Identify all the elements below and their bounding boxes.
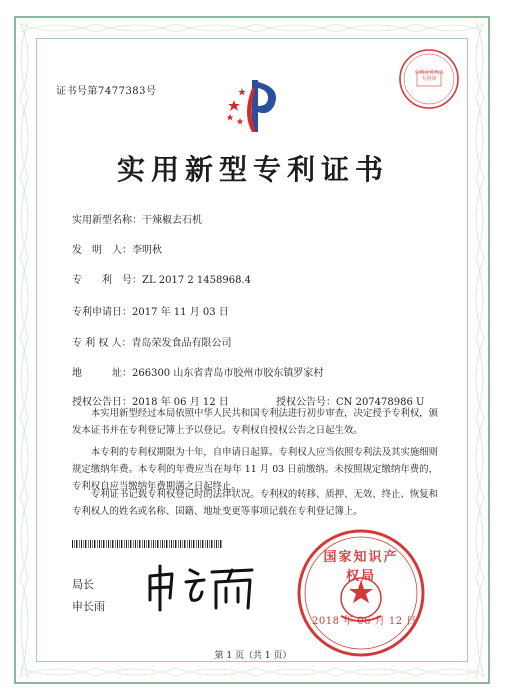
field-row-application-date	[72, 303, 229, 318]
agency-seal-text: 专利业务代办专用章	[414, 70, 445, 82]
paragraph-grant-decision: 本实用新型经过本局依照中华人民共和国专利法进行初步审查，决定授予专利权，颁发本证书并在专利登记簿上予以登记。专利权自授权公告之日起生效。	[72, 408, 438, 436]
field-label: 专利申请日：	[72, 307, 132, 318]
director-label: 局长	[72, 578, 94, 591]
field-value: 青岛荣发食品有限公司	[131, 338, 232, 349]
field-value: 干辣椒去石机	[142, 215, 202, 226]
field-row-utility-model-name	[72, 211, 202, 226]
field-value: 李明秋	[132, 245, 162, 256]
announcement-number: CN 207478986 U	[336, 397, 425, 408]
field-label: 专 利 权 人：	[72, 338, 132, 349]
field-value: 2017 年 11 月 03 日	[132, 307, 229, 318]
field-row-inventor	[72, 241, 162, 256]
barcode-icon	[72, 540, 222, 548]
field-label: 地 址：	[72, 368, 132, 379]
field-row-address	[72, 364, 323, 379]
announcement-label: 授权公告号：	[276, 397, 336, 408]
page-number: 第 1 页（共 1 页）	[214, 651, 292, 661]
paragraph-term-and-fees: 本专利的专利权期限为十年，自申请日起算。专利权人应当依照专利法及其实施细则规定缴纳年费。本专利的年费应当在每年 11 月 03 日前缴纳。未按照规定缴纳年费的，专利权自应当缴纳年费期满之日起终止。	[72, 447, 438, 492]
certificate-title: 实用新型专利证书	[116, 153, 389, 186]
grant-date-label: 授权公告日：	[72, 397, 132, 408]
field-label: 实用新型名称：	[72, 215, 142, 226]
patent-office-logo-icon	[222, 74, 284, 136]
director-name: 申长雨	[72, 600, 105, 613]
field-row-patent-number	[72, 271, 251, 286]
paragraph-legal-status: 专利证书记载专利权登记时的法律状况。专利权的转移、质押、无效、终止、恢复和专利权人的姓名或名称、国籍、地址变更等事项记载在专利登记簿上。	[72, 489, 438, 517]
field-label: 发 明 人：	[72, 245, 132, 256]
field-label: 专 利 号：	[72, 275, 142, 286]
seal-date: 2018 年 06 月 12 日	[312, 616, 417, 627]
director-block	[72, 574, 105, 618]
seal-ring-text: 国家知识产权局	[323, 550, 399, 584]
field-value: 266300 山东省青岛市胶州市胶东镇罗家村	[132, 368, 324, 379]
certificate-number: 证书号第7477383号	[56, 86, 157, 97]
handwritten-signature-icon	[142, 560, 262, 614]
field-value: ZL 2017 2 1458968.4	[142, 275, 252, 286]
field-row-patentee	[72, 334, 232, 349]
grant-date-value: 2018 年 06 月 12 日	[132, 397, 229, 408]
